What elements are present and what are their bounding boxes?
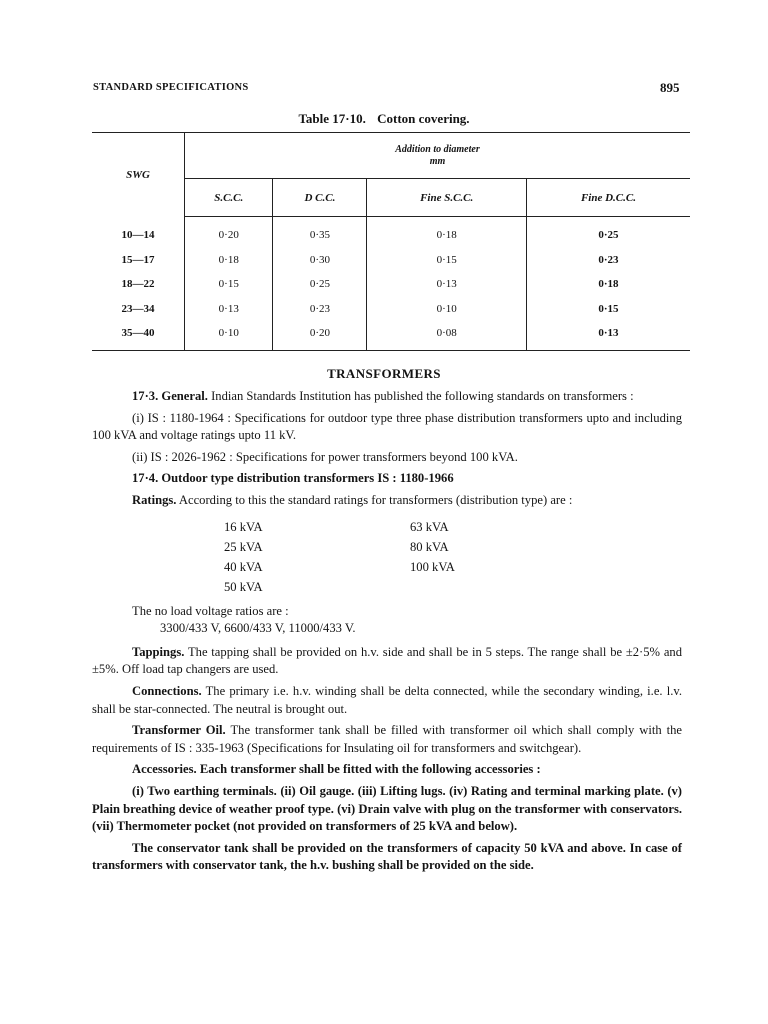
table-cell: 0·10 [185, 321, 273, 350]
conservator-paragraph [92, 840, 682, 875]
table-cell: 0·18 [367, 217, 527, 248]
conservator-text: The conservator tank shall be provided on the transformers of capacity 50 kVA and above. In case of transformers with conservator tank, the h.v. bushing shall be provided on the side. [92, 840, 682, 873]
accessories-text: Each transformer shall be fitted with the following accessories : [199, 762, 541, 777]
table-cell: 0·15 [367, 248, 527, 273]
table-row [92, 272, 690, 297]
table-cell: 0·18 [598, 278, 619, 291]
accessories-list-text: (i) Two earthing terminals. (ii) Oil gauge. (iii) Lifting lugs. (iv) Rating and terminal marking plate. (v) Plain breathing device of weather proof type. (vi) Drain valve with plug on the transformer with conservators. (vii) Thermometer pocket (not provided on transformers of 25 kVA and below). [92, 783, 682, 834]
table-cell: 0·15 [185, 272, 273, 297]
voltage-values: 3300/433 V, 6600/433 V, 11000/433 V. [160, 621, 356, 636]
table-cell-swg: 18—22 [92, 272, 185, 297]
rating-value: 16 kVA [224, 519, 263, 534]
table-cell: 0·30 [273, 248, 367, 273]
table-cell: 0·25 [273, 272, 367, 297]
table-cell-swg: 10—14 [92, 217, 185, 248]
general-number: 17·3. [132, 389, 159, 403]
table-cell: 0·18 [185, 248, 273, 273]
standard-item-2 [92, 449, 682, 467]
general-paragraph [92, 388, 682, 406]
addition-header-line1: Addition to diameter [395, 143, 480, 155]
table-cell-swg: 23—34 [92, 297, 185, 322]
page-number: 895 [660, 80, 680, 95]
table-cell: 0·35 [273, 217, 367, 248]
general-title: General. [161, 389, 208, 403]
oil-text: The transformer tank shall be filled with transformer oil which shall comply with the requirements of IS : 335-1963 (Specifications for Insulating oil for transformers and switchgear). [92, 723, 683, 755]
table-row [92, 321, 690, 350]
accessories-list [92, 783, 682, 836]
table-header-swg: SWG [92, 133, 185, 217]
table-row [92, 217, 690, 248]
ratings-paragraph [92, 492, 682, 510]
rating-value [410, 578, 530, 597]
connections-title: Connections. [132, 683, 202, 698]
section-heading-transformers: TRANSFORMERS [327, 366, 441, 381]
cotton-covering-table [92, 132, 690, 351]
table-cell: 0·23 [598, 253, 619, 266]
standard-item-1 [92, 410, 682, 445]
table-caption-title: Cotton covering. [377, 111, 470, 126]
running-head: STANDARD SPECIFICATIONS [93, 82, 249, 93]
oil-title: Transformer Oil. [132, 723, 226, 738]
standard-item-2-text: Specifications for power transformers beyond 100 kVA. [235, 449, 518, 464]
table-cell: 0·10 [367, 297, 527, 322]
table-cell: 0·13 [526, 321, 690, 350]
table-cell: 0·25 [598, 229, 619, 242]
ratings-text: According to this the standard ratings for transformers (distribution type) are : [178, 492, 573, 507]
ratings-title: Ratings. [132, 492, 177, 507]
oil-paragraph [92, 722, 682, 757]
table-cell: 0·20 [273, 321, 367, 350]
voltage-intro: The no load voltage ratios are : [132, 603, 289, 618]
rating-value: 50 kVA [224, 579, 263, 594]
ratings-list [224, 518, 682, 597]
table-cell-swg: 15—17 [92, 248, 185, 273]
rating-value: 100 kVA [410, 559, 455, 574]
tappings-text: The tapping shall be provided on h.v. side and shall be in 5 steps. The range shall be ±2·5% and ±5%. Off load tap changers are used. [92, 644, 682, 677]
outdoor-heading [92, 470, 682, 488]
rating-value: 40 kVA [224, 559, 263, 574]
table-row [92, 297, 690, 322]
table-header-fine-scc: Fine S.C.C. [367, 179, 527, 217]
accessories-title: Accessories. [132, 762, 197, 777]
table-row [92, 248, 690, 273]
tappings-paragraph [92, 644, 682, 679]
connections-paragraph [92, 683, 682, 718]
table-cell: 0·08 [367, 321, 527, 350]
rating-value: 80 kVA [410, 539, 449, 554]
table-cell: 0·23 [273, 297, 367, 322]
outdoor-heading-text: 17·4. Outdoor type distribution transformers IS : 1180-1966 [132, 471, 454, 486]
connections-text: The primary i.e. h.v. winding shall be delta connected, while the secondary winding, i.e. l.v. shall be star-connected. The neutral is brought out. [92, 683, 683, 716]
table-cell: 0·15 [598, 302, 619, 315]
rating-value: 63 kVA [410, 519, 449, 534]
table-caption [0, 111, 768, 127]
standard-item-1-label: (i) IS : 1180-1964 : [132, 410, 231, 425]
general-text: Indian Standards Institution has published the following standards on transformers : [211, 389, 634, 403]
standard-item-2-label: (ii) IS : 2026-1962 : [132, 449, 233, 464]
table-cell-swg: 35—40 [92, 321, 185, 350]
table-header-addition [185, 133, 691, 179]
tappings-title: Tappings. [132, 644, 185, 659]
table-header-dcc: D C.C. [273, 179, 367, 217]
table-header-fine-dcc: Fine D.C.C. [526, 179, 690, 217]
table-header-scc: S.C.C. [185, 179, 273, 217]
accessories-paragraph [92, 761, 682, 779]
table-cell: 0·13 [185, 297, 273, 322]
addition-header-unit: mm [429, 155, 446, 167]
table-cell: 0·13 [367, 272, 527, 297]
table-cell: 0·20 [185, 217, 273, 248]
voltage-ratios [92, 603, 682, 638]
table-caption-label: Table 17·10. [298, 111, 366, 126]
standard-item-1-text: Specifications for outdoor type three phase distribution transformers upto and including 100 kVA and voltage ratings upto 11 kV. [92, 410, 682, 443]
body-text [92, 388, 682, 879]
rating-value: 25 kVA [224, 539, 263, 554]
